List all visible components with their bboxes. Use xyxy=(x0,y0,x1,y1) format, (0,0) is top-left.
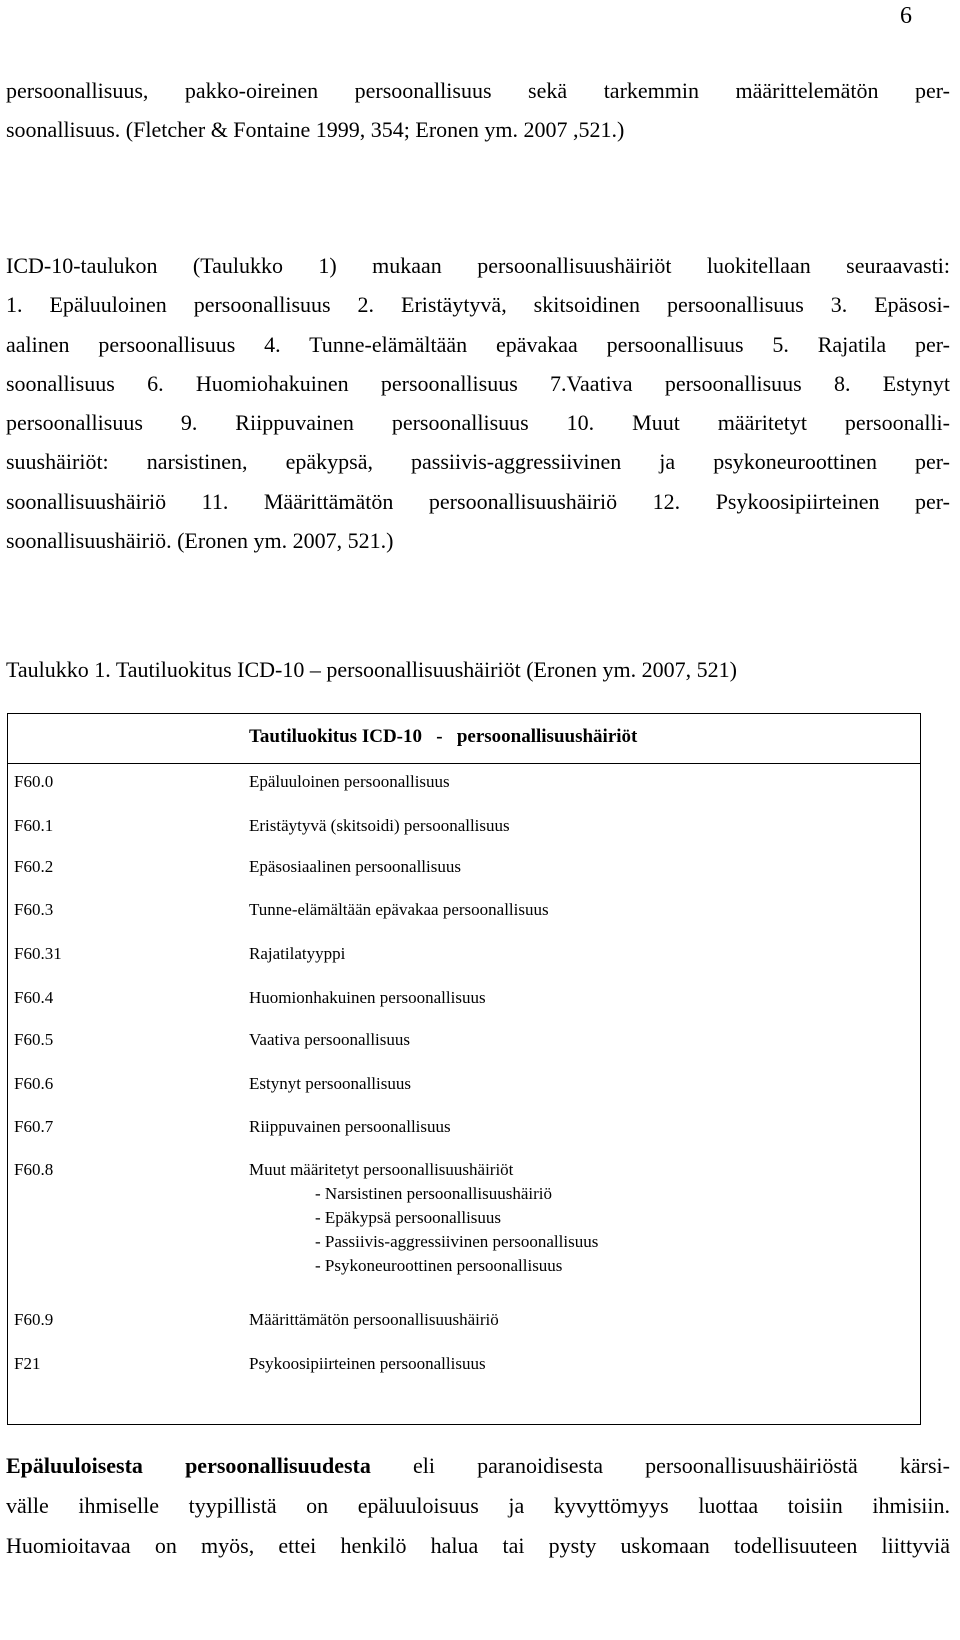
table-border-left xyxy=(7,713,8,1425)
code-cell: F60.8 xyxy=(14,1160,54,1179)
description-cell: Määrittämätön persoonallisuushäiriö xyxy=(249,1310,499,1329)
description-cell: Muut määritetyt persoonallisuushäiriöt xyxy=(249,1160,514,1179)
paragraph-line: soonallisuushäiriö 11. Määrittämätön persoonallisuushäiriö 12. Psykoosipiirteinen per- xyxy=(6,488,950,514)
code-cell: F21 xyxy=(14,1354,41,1373)
paragraph-line xyxy=(6,1446,950,1486)
description-cell: Rajatilatyyppi xyxy=(249,944,346,963)
paragraph-line: välle ihmiselle tyypillistä on epäluuloisuus ja kyvyttömyys luottaa toisiin ihmisiin. xyxy=(6,1493,950,1518)
code-cell: F60.0 xyxy=(14,772,54,791)
code-cell: F60.2 xyxy=(14,857,54,876)
description-cell: Epäsosiaalinen persoonallisuus xyxy=(249,857,461,876)
description-cell: Vaativa persoonallisuus xyxy=(249,1030,410,1049)
sub-item: - Epäkypsä persoonallisuus xyxy=(315,1208,502,1227)
paragraph-line: ICD-10-taulukon (Taulukko 1) mukaan persoonallisuushäiriöt luokitellaan seuraavasti: xyxy=(6,253,950,278)
paragraph-1 xyxy=(6,71,950,150)
table-caption-text: Taulukko 1. Tautiluokitus ICD-10 – persoonallisuushäiriöt (Eronen ym. 2007, 521) xyxy=(6,657,737,682)
table-header-rule xyxy=(7,763,921,764)
code-cell: F60.5 xyxy=(14,1030,54,1049)
table-caption xyxy=(6,650,950,689)
paragraph-line: soonallisuus 6. Huomiohakuinen persoonallisuus 7.Vaativa persoonallisuus 8. Estynyt xyxy=(6,370,950,396)
paragraph-line: persoonallisuus, pakko-oireinen persoonallisuus sekä tarkemmin määrittelemätön per- xyxy=(6,78,950,103)
description-cell: Epäluuloinen persoonallisuus xyxy=(249,772,450,791)
description-cell: Psykoosipiirteinen persoonallisuus xyxy=(249,1354,486,1373)
sub-item: - Passiivis-aggressiivinen persoonallisuus xyxy=(315,1232,599,1251)
code-cell: F60.4 xyxy=(14,988,54,1007)
paragraph-2 xyxy=(6,246,950,560)
description-cell: Huomionhakuinen persoonallisuus xyxy=(249,988,486,1007)
description-cell: Riippuvainen persoonallisuus xyxy=(249,1117,451,1136)
code-cell: F60.3 xyxy=(14,900,54,919)
sub-item: - Psykoneuroottinen persoonallisuus xyxy=(315,1256,563,1275)
table-border-right xyxy=(920,713,921,1425)
paragraph-line: Huomioitavaa on myös, ettei henkilö halua tai pysty uskomaan todellisuuteen liittyviä xyxy=(6,1533,950,1558)
paragraph-line: 1. Epäluuloinen persoonallisuus 2. Eristäytyvä, skitsoidinen persoonallisuus 3. Epäsosi- xyxy=(6,292,950,318)
description-cell: Estynyt persoonallisuus xyxy=(249,1074,411,1093)
paragraph-3 xyxy=(6,1446,950,1566)
sub-item: - Narsistinen persoonallisuushäiriö xyxy=(315,1184,553,1203)
paragraph-line: persoonallisuus 9. Riippuvainen persoonallisuus 10. Muut määritetyt persoonalli- xyxy=(6,410,950,436)
code-cell: F60.1 xyxy=(14,816,54,835)
description-cell: Tunne-elämältään epävakaa persoonallisuus xyxy=(249,900,549,919)
paragraph-line: soonallisuus. (Fletcher & Fontaine 1999, 354; Eronen ym. 2007 ,521.) xyxy=(6,117,625,143)
bold-term: Epäluuloisesta persoonallisuudesta xyxy=(6,1453,371,1478)
code-cell: F60.31 xyxy=(14,944,62,963)
description-cell: Eristäytyvä (skitsoidi) persoonallisuus xyxy=(249,816,510,835)
paragraph-line: soonallisuushäiriö. (Eronen ym. 2007, 521.) xyxy=(6,528,394,554)
code-cell: F60.6 xyxy=(14,1074,54,1093)
paragraph-line: aalinen persoonallisuus 4. Tunne-elämältään epävakaa persoonallisuus 5. Rajatila per- xyxy=(6,331,950,357)
page-number: 6 xyxy=(900,3,912,29)
code-cell: F60.9 xyxy=(14,1310,54,1329)
paragraph-line: suushäiriöt: narsistinen, epäkypsä, passiivis-aggressiivinen ja psykoneuroottinen per- xyxy=(6,449,950,475)
table-border-bottom xyxy=(7,1424,921,1425)
paragraph-line-rest: eli paranoidisesta persoonallisuushäiriöstä kärsi- xyxy=(370,1453,950,1478)
code-cell: F60.7 xyxy=(14,1117,54,1136)
table-border-top xyxy=(7,713,921,714)
table-title: Tautiluokitus ICD-10 - persoonallisuushäiriöt xyxy=(249,726,638,747)
